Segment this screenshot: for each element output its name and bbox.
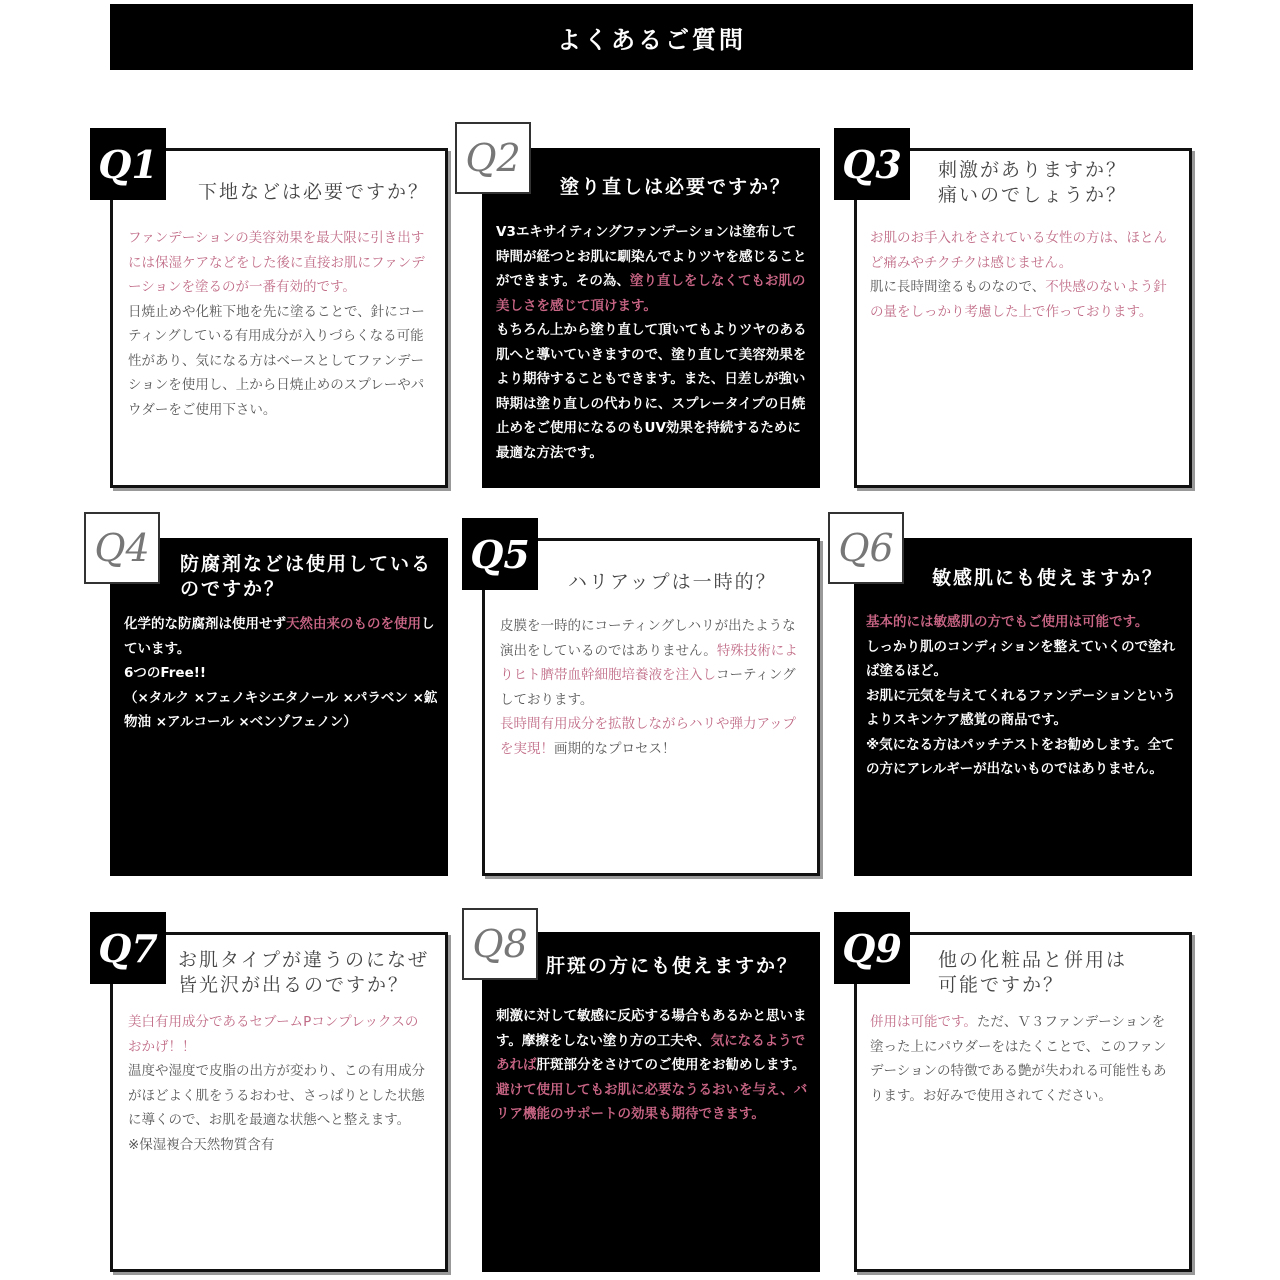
- q3-badge: Q3: [834, 128, 910, 200]
- q7-answer: 美白有用成分であるセブームPコンプレックスのおかげ！！ 温度や湿度で皮脂の出方が変わり、この有用成分がほどよく肌をうるおわせ、さっぱりとした状態に導くので、お肌を最適な状態へと整えます。 ※保湿複合天然物質含有: [128, 1014, 425, 1153]
- q8-title: 肝斑の方にも使えますか？: [546, 955, 799, 977]
- q6-badge: Q6: [828, 512, 904, 584]
- q5-badge: Q5: [462, 518, 538, 590]
- q1-answer: ファンデーションの美容効果を最大限に引き出すには保湿ケアなどをした後に直接お肌にファンデーションを塗るのが一番有効的です。 日焼止めや化粧下地を先に塗ることで、針にコーティングしている有用成分が入りづらくなる可能性があり、気になる方はベースとしてファンデーションを使用し、上から日焼止めのスプレーやパウダーをご使用下さい。: [128, 230, 425, 418]
- q4-title: 防腐剤などは使用している のですか？: [180, 553, 433, 600]
- q7-badge: Q7: [90, 912, 166, 984]
- page-title: よくあるご質問: [557, 24, 746, 54]
- q3-title: 刺激がありますか？ 痛いのでしょうか？: [938, 159, 1128, 206]
- q9-answer: 併用は可能です。ただ、Ｖ３ファンデーションを塗った上にパウダーをはたくことで、このファンデーションの特徴である艶が失われる可能性もあります。お好みで使用されてください。: [870, 1014, 1167, 1104]
- page-header: [110, 4, 1193, 70]
- q8-badge: Q8: [462, 908, 538, 980]
- q4-badge: Q4: [84, 512, 160, 584]
- q5-title: ハリアップは一時的？: [568, 571, 777, 593]
- q7-title: お肌タイプが違うのになぜ 皆光沢が出るのですか？: [178, 949, 430, 996]
- q3-answer: お肌のお手入れをされている女性の方は、ほとんど痛みやチクチクは感じません。 肌に長時間塗るものなので、不快感のないよう針の量をしっかり考慮した上で作っております。: [870, 230, 1167, 320]
- q1-title: 下地などは必要ですか？: [198, 181, 430, 203]
- q1-badge: Q1: [90, 128, 166, 200]
- q6-answer: 基本的には敏感肌の方でもご使用は可能です。 しっかり肌のコンディションを整えていくので塗れば塗るほど。 お肌に元気を与えてくれるファンデーションというよりスキンケア感覚の商品です。 ※気になる方はパッチテストをお勧めします。全ての方にアレルギーが出ないものではありません。: [866, 614, 1176, 777]
- q9-title: 他の化粧品と併用は 可能ですか？: [938, 949, 1128, 996]
- q4-answer: 化学的な防腐剤は使用せず天然由来のものを使用しています。 6つのFree!! （×タルク ×フェノキシエタノール ×パラベン ×鉱物油 ×アルコール ×ベンゾフェノン）: [124, 616, 438, 730]
- q5-answer: 皮膜を一時的にコーティングしハリが出たような演出をしているのではありません。特殊技術によりヒト臍帯血幹細胞培養液を注入しコーティングしております。 長時間有用成分を拡散しながらハリや弾力アップを実現！画期的なプロセス！: [500, 618, 798, 757]
- q2-badge: Q2: [455, 122, 531, 194]
- q6-title: 敏感肌にも使えますか？: [932, 567, 1164, 589]
- q2-answer: V3エキサイティングファンデーションは塗布して時間が経つとお肌に馴染んでよりツヤを感じることができます。その為、塗り直しをしなくてもお肌の美しさを感じて頂けます。 もちろん上から塗り直して頂いてもよりツヤのある肌へと導いていきますので、塗り直して美容効果をより期待することもできます。また、日差しが強い時期は塗り直しの代わりに、スプレータイプの日焼止めをご使用になるのもUV効果を持続するために最適な方法です。: [496, 224, 807, 461]
- q9-badge: Q9: [834, 912, 910, 984]
- q2-title: 塗り直しは必要ですか？: [560, 176, 792, 198]
- q8-answer: 刺激に対して敏感に反応する場合もあるかと思います。摩擦をしない塗り方の工夫や、気になるようであれば肝斑部分をさけてのご使用をお勧めします。 避けて使用してもお肌に必要なうるおいを与え、バリア機能のサポートの効果も期待できます。: [496, 1008, 808, 1122]
